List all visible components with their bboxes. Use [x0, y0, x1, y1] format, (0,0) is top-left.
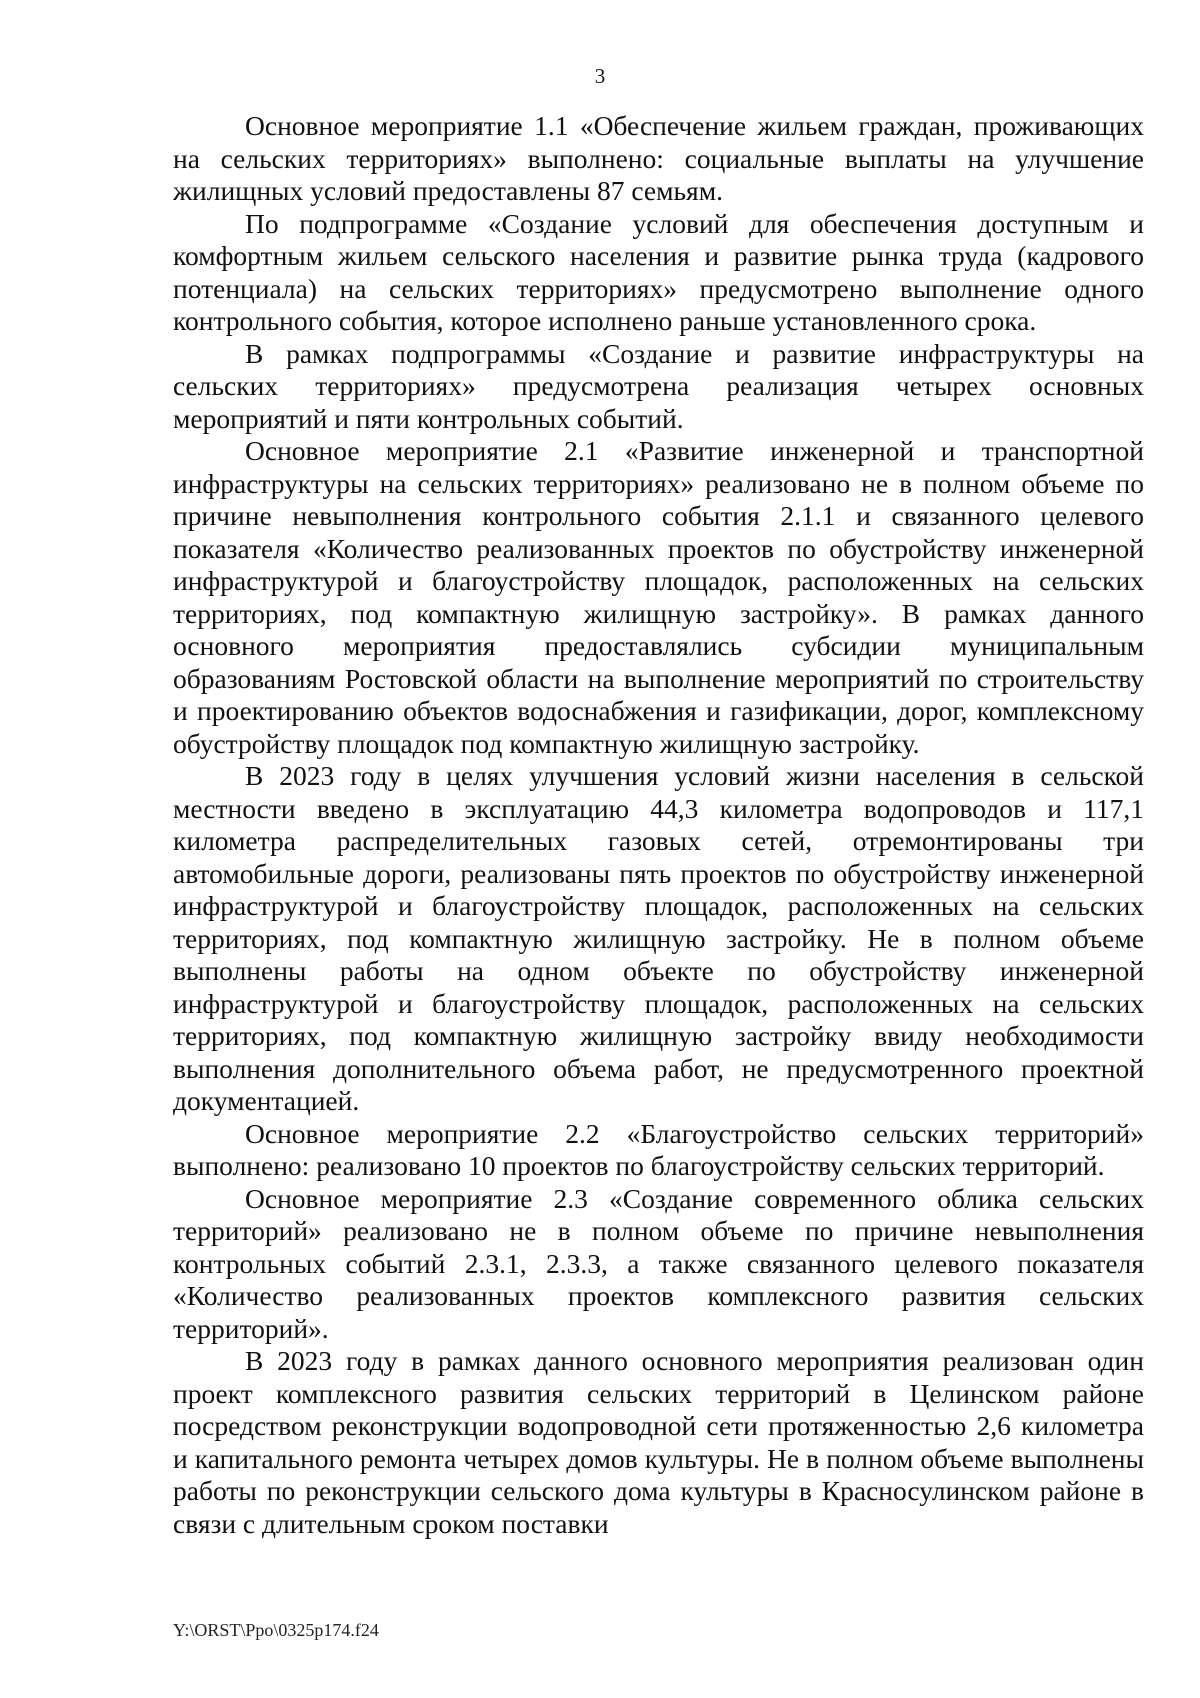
- paragraph: В 2023 году в рамках данного основного мероприятия реализован один проект комплексного развития сельских территорий в Целинском районе посредством реконструкции водопроводной сети протяженностью 2,6 километра и капитального ремонта четырех домов культуры. Не в полном объеме выполнены работы по реконструкции сельского дома культуры в Красносулинском районе в связи с длительным сроком поставки: [173, 1345, 1144, 1539]
- paragraph: Основное мероприятие 2.1 «Развитие инженерной и транспортной инфраструктуры на сельских территориях» реализовано не в полном объеме по причине невыполнения контрольного события 2.1.1 и связанного целевого показателя «Количество реализованных проектов по обустройству инженерной инфраструктурой и благоустройству площадок, расположенных на сельских территориях, под компактную жилищную застройку». В рамках данного основного мероприятия предоставлялись субсидии муниципальным образованиям Ростовской области на выполнение мероприятий по строительству и проектированию объектов водоснабжения и газификации, дорог, комплексному обустройству площадок под компактную жилищную застройку.: [173, 435, 1144, 759]
- paragraph: Основное мероприятие 2.2 «Благоустройство сельских территорий» выполнено: реализовано 10 проектов по благоустройству сельских территорий.: [173, 1117, 1144, 1181]
- paragraph: Основное мероприятие 2.3 «Создание современного облика сельских территорий» реализовано не в полном объеме по причине невыполнения контрольных событий 2.3.1, 2.3.3, а также связанного целевого показателя «Количество реализованных проектов комплексного развития сельских территорий».: [173, 1182, 1144, 1344]
- paragraph: В 2023 году в целях улучшения условий жизни населения в сельской местности введено в эксплуатацию 44,3 километра водопроводов и 117,1 километра распределительных газовых сетей, отремонтированы три автомобильные дороги, реализованы пять проектов по обустройству инженерной инфраструктурой и благоустройству площадок, расположенных на сельских территориях, под компактную жилищную застройку. Не в полном объеме выполнены работы на одном объекте по обустройству инженерной инфраструктурой и благоустройству площадок, расположенных на сельских территориях, под компактную жилищную застройку ввиду необходимости выполнения дополнительного объема работ, не предусмотренного проектной документацией.: [173, 760, 1144, 1116]
- paragraph: Основное мероприятие 1.1 «Обеспечение жильем граждан, проживающих на сельских территориях» выполнено: социальные выплаты на улучшение жилищных условий предоставлены 87 семьям.: [173, 110, 1144, 206]
- footer-file-path: Y:\ORST\Ppo\0325p174.f24: [173, 1620, 379, 1640]
- page-number: 3: [594, 64, 606, 88]
- document-body: [173, 110, 1144, 1540]
- paragraph: В рамках подпрограммы «Создание и развитие инфраструктуры на сельских территориях» предусмотрена реализация четырех основных мероприятий и пяти контрольных событий.: [173, 337, 1144, 434]
- paragraph: По подпрограмме «Создание условий для обеспечения доступным и комфортным жильем сельского населения и развитие рынка труда (кадрового потенциала) на сельских территориях» предусмотрено выполнение одного контрольного события, которое исполнено раньше установленного срока.: [173, 207, 1144, 336]
